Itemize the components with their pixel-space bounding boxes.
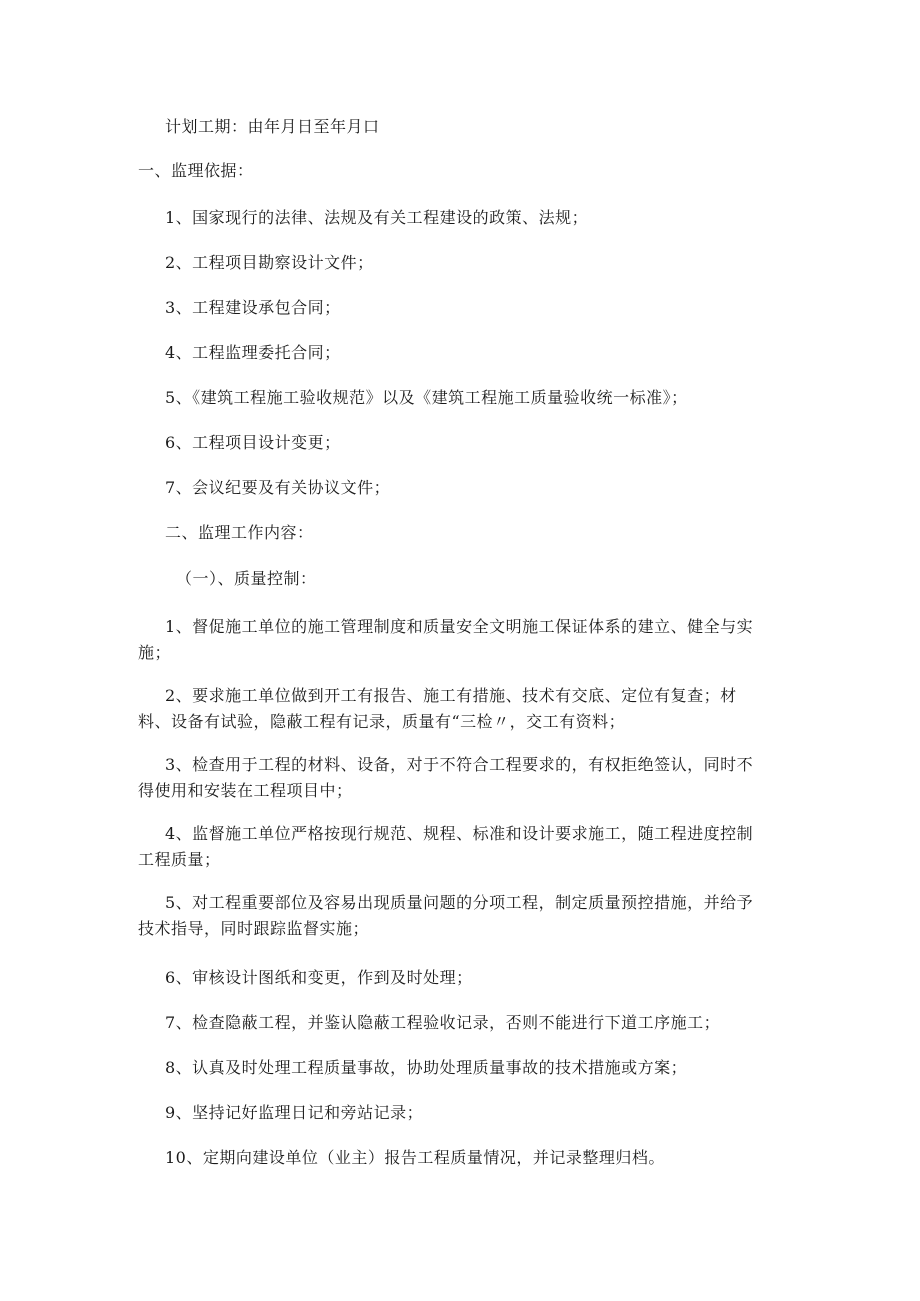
schedule-line: 计划工期：由年月日至年月口: [165, 117, 380, 136]
basis-item-3: 3、工程建设承包合同；: [165, 298, 341, 317]
quality-item-10: 10、定期向建设单位（业主）报告工程质量情况，并记录整理归档。: [165, 1148, 665, 1167]
quality-item-1-line-1: 1、督促施工单位的施工管理制度和质量安全文明施工保证体系的建立、健全与实: [165, 617, 754, 636]
section-1-title: 一、监理依据：: [138, 161, 254, 180]
quality-item-5-line-1: 5、对工程重要部位及容易出现质量问题的分项工程，制定质量预控措施，并给予: [165, 893, 754, 912]
quality-item-5-line-2: 技术指导，同时跟踪监督实施；: [138, 919, 370, 938]
quality-item-2: [138, 683, 758, 735]
quality-item-8: 8、认真及时处理工程质量事故，协助处理质量事故的技术措施或方案；: [165, 1058, 688, 1077]
basis-item-5: 5、《建筑工程施工验收规范》以及《建筑工程施工质量验收统一标准》；: [165, 388, 688, 407]
quality-item-1: [138, 614, 758, 666]
basis-item-1: 1、国家现行的法律、法规及有关工程建设的政策、法规；: [165, 208, 589, 227]
quality-item-3-line-2: 得使用和安装在工程项目中；: [138, 781, 353, 800]
quality-item-4: [138, 821, 758, 873]
quality-item-2-line-2: 料、设备有试验，隐蔽工程有记录，质量有“三检〃，交工有资料；: [138, 712, 626, 731]
basis-item-2: 2、工程项目勘察设计文件；: [165, 253, 374, 272]
quality-item-2-line-1: 2、要求施工单位做到开工有报告、施工有措施、技术有交底、定位有复查；材: [165, 686, 737, 705]
basis-item-7: 7、会议纪要及有关协议文件；: [165, 478, 391, 497]
quality-item-6: 6、审核设计图纸和变更，作到及时处理；: [165, 968, 473, 987]
quality-item-7: 7、检查隐蔽工程，并鉴认隐蔽工程验收记录，否则不能进行下道工序施工；: [165, 1013, 721, 1032]
subsection-quality-title: （一）、质量控制：: [176, 569, 317, 588]
quality-item-4-line-2: 工程质量；: [138, 850, 221, 869]
quality-item-3-line-1: 3、检查用于工程的材料、设备，对于不符合工程要求的，有权拒绝签认，同时不: [165, 755, 754, 774]
quality-item-9: 9、坚持记好监理日记和旁站记录；: [165, 1103, 424, 1122]
basis-item-4: 4、工程监理委托合同；: [165, 343, 341, 362]
section-2-title: 二、监理工作内容：: [165, 523, 314, 542]
quality-item-3: [138, 752, 758, 804]
quality-item-5: [138, 890, 758, 942]
quality-item-4-line-1: 4、监督施工单位严格按现行规范、规程、标准和设计要求施工，随工程进度控制: [165, 824, 754, 843]
basis-item-6: 6、工程项目设计变更；: [165, 433, 341, 452]
quality-item-1-line-2: 施；: [138, 643, 172, 662]
